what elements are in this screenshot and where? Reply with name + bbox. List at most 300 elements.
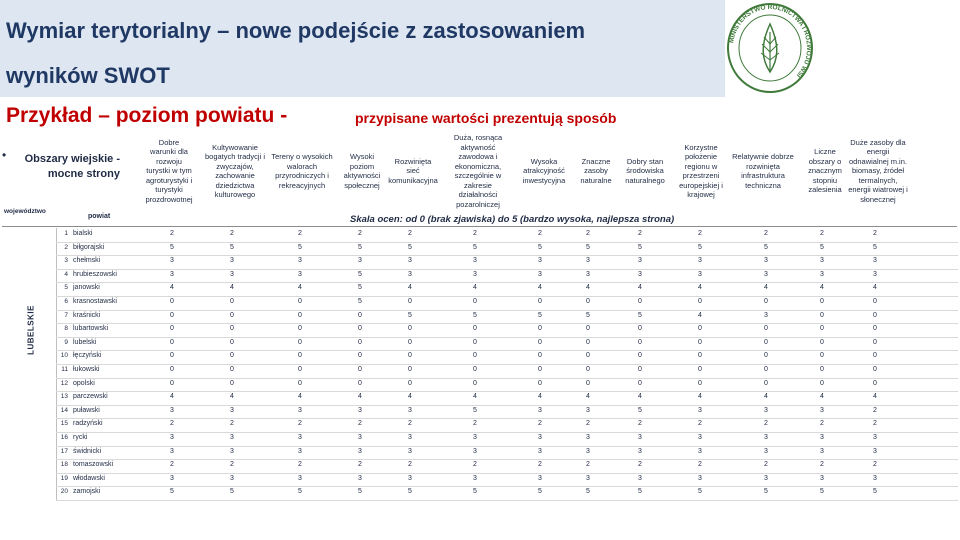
- score-cell: 3: [358, 474, 362, 482]
- score-cell: 4: [586, 284, 590, 292]
- voivodeship-label: LUBELSKIE: [26, 305, 36, 355]
- powiat-name: biłgorajski: [73, 243, 105, 251]
- row-number: 5: [64, 284, 68, 292]
- column-header: Wysoki poziom aktywności społecznej: [343, 152, 381, 190]
- score-cell: 3: [298, 474, 302, 482]
- row-number: 10: [60, 352, 68, 360]
- score-cell: 0: [473, 366, 477, 373]
- score-cell: 0: [170, 338, 174, 346]
- score-cell: 3: [298, 270, 302, 278]
- score-cell: 3: [538, 434, 542, 441]
- row-number: 3: [64, 257, 68, 265]
- column-header: Kultywowanie bogatych tradycji i zwyczajów, zachowanie dziedzictwa kulturowego: [204, 142, 266, 199]
- score-cell: 0: [638, 366, 642, 373]
- score-cell: 5: [408, 311, 412, 319]
- score-cell: 5: [873, 488, 877, 496]
- score-cell: 5: [170, 488, 174, 496]
- score-cell: 3: [820, 474, 824, 482]
- score-cell: 0: [586, 325, 590, 333]
- score-cell: 3: [358, 406, 362, 414]
- powiat-name: kraśnicki: [73, 311, 101, 319]
- score-cell: 2: [764, 420, 768, 428]
- score-cell: 3: [298, 257, 302, 265]
- score-cell: 4: [764, 284, 768, 292]
- score-cell: 4: [586, 393, 590, 401]
- score-cell: 3: [698, 434, 702, 441]
- score-cell: 0: [298, 298, 302, 305]
- score-cell: 0: [698, 379, 702, 387]
- score-cell: 0: [170, 379, 174, 387]
- score-cell: 0: [358, 338, 362, 346]
- score-cell: 2: [230, 461, 234, 469]
- row-number: 19: [60, 474, 68, 482]
- score-cell: 3: [298, 434, 302, 441]
- score-cell: 5: [638, 488, 642, 496]
- score-cell: 0: [298, 338, 302, 346]
- table-row: [56, 446, 958, 461]
- score-cell: 3: [820, 257, 824, 265]
- column-header: Duże zasoby dla energii odnawialnej m.in. biomasy, źródeł termalnych, energii wiatrowej i słonecznej: [848, 137, 908, 204]
- score-cell: 0: [358, 352, 362, 360]
- score-cell: 3: [473, 270, 477, 278]
- score-cell: 3: [638, 447, 642, 455]
- score-cell: 3: [820, 270, 824, 278]
- score-cell: 5: [820, 488, 824, 496]
- score-cell: 2: [230, 230, 234, 237]
- score-cell: 4: [170, 284, 174, 292]
- score-cell: 0: [538, 352, 542, 360]
- score-cell: 0: [538, 325, 542, 333]
- score-cell: 4: [473, 284, 477, 292]
- score-cell: 0: [473, 379, 477, 387]
- score-cell: 3: [764, 474, 768, 482]
- score-cell: 3: [170, 474, 174, 482]
- column-header: Tereny o wysokich walorach przyrodniczych i rekreacyjnych: [271, 152, 333, 190]
- table-row: [56, 486, 958, 501]
- score-cell: 3: [473, 447, 477, 455]
- score-cell: 2: [298, 420, 302, 428]
- slide-title-line2: wyników SWOT: [6, 63, 170, 88]
- score-cell: 3: [170, 257, 174, 265]
- row-number: 20: [60, 488, 68, 496]
- score-cell: 0: [764, 352, 768, 360]
- powiat-name: tomaszowski: [73, 461, 114, 469]
- score-cell: 0: [586, 379, 590, 387]
- score-cell: 3: [473, 474, 477, 482]
- score-cell: 4: [698, 284, 702, 292]
- score-cell: 0: [873, 366, 877, 373]
- score-cell: 5: [358, 270, 362, 278]
- score-cell: 3: [230, 474, 234, 482]
- score-cell: 0: [873, 311, 877, 319]
- score-cell: 2: [586, 461, 590, 469]
- score-cell: 0: [298, 366, 302, 373]
- table-row: [56, 228, 958, 243]
- score-cell: 0: [586, 352, 590, 360]
- score-cell: 3: [873, 474, 877, 482]
- score-cell: 0: [820, 366, 824, 373]
- score-cell: 0: [408, 352, 412, 360]
- score-cell: 2: [538, 420, 542, 428]
- score-cell: 3: [408, 270, 412, 278]
- score-cell: 3: [873, 257, 877, 265]
- score-cell: 3: [408, 406, 412, 414]
- row-number: 6: [64, 298, 68, 305]
- score-cell: 5: [473, 488, 477, 496]
- score-cell: 5: [170, 243, 174, 251]
- score-cell: 5: [358, 298, 362, 305]
- score-cell: 4: [298, 393, 302, 401]
- score-cell: 0: [408, 366, 412, 373]
- score-cell: 2: [764, 461, 768, 469]
- powiat-name: rycki: [73, 434, 88, 441]
- slide-title-line1: Wymiar terytorialny – nowe podejście z zastosowaniem: [6, 18, 586, 43]
- ministry-logo-icon: [726, 2, 814, 94]
- score-cell: 5: [358, 243, 362, 251]
- score-cell: 4: [873, 393, 877, 401]
- score-cell: 5: [638, 243, 642, 251]
- score-cell: 3: [358, 257, 362, 265]
- score-cell: 4: [408, 284, 412, 292]
- table-row: [56, 459, 958, 474]
- score-cell: 5: [538, 311, 542, 319]
- row-number: 17: [60, 447, 68, 455]
- powiat-header: powiat: [88, 213, 111, 220]
- table-row: [56, 405, 958, 420]
- powiat-name: lubartowski: [73, 325, 109, 333]
- score-cell: 4: [408, 393, 412, 401]
- powiat-name: chełmski: [73, 257, 101, 265]
- score-cell: 3: [586, 270, 590, 278]
- score-cell: 2: [170, 230, 174, 237]
- score-cell: 2: [473, 420, 477, 428]
- table-row: [56, 391, 958, 406]
- powiat-name: zamojski: [73, 488, 101, 496]
- score-cell: 0: [538, 366, 542, 373]
- score-cell: 2: [638, 420, 642, 428]
- score-cell: 5: [638, 311, 642, 319]
- score-cell: 2: [873, 406, 877, 414]
- score-cell: 3: [586, 406, 590, 414]
- score-cell: 5: [764, 488, 768, 496]
- score-cell: 0: [820, 338, 824, 346]
- row-number: 15: [60, 420, 68, 428]
- score-cell: 0: [873, 325, 877, 333]
- powiat-name: łęczyński: [73, 352, 102, 360]
- score-cell: 5: [473, 406, 477, 414]
- score-cell: 0: [358, 366, 362, 373]
- table-row: [56, 323, 958, 338]
- score-cell: 5: [230, 488, 234, 496]
- row-number: 7: [64, 311, 68, 319]
- score-cell: 5: [408, 243, 412, 251]
- score-cell: 3: [358, 434, 362, 441]
- score-cell: 3: [170, 406, 174, 414]
- row-number: 2: [64, 243, 68, 251]
- score-cell: 4: [358, 393, 362, 401]
- score-cell: 0: [698, 298, 702, 305]
- score-cell: 0: [538, 338, 542, 346]
- column-header: Dobry stan środowiska naturalnego: [625, 156, 665, 185]
- score-cell: 3: [698, 447, 702, 455]
- score-cell: 3: [408, 447, 412, 455]
- score-cell: 0: [473, 298, 477, 305]
- table-row: [56, 242, 958, 257]
- score-cell: 0: [230, 298, 234, 305]
- score-cell: 0: [230, 352, 234, 360]
- score-cell: 5: [586, 311, 590, 319]
- table-row: [56, 255, 958, 270]
- score-cell: 2: [820, 420, 824, 428]
- score-cell: 2: [638, 461, 642, 469]
- score-cell: 4: [698, 393, 702, 401]
- score-cell: 3: [538, 406, 542, 414]
- column-header: Rozwinięta sieć komunikacyjna: [388, 156, 438, 185]
- table-row: [56, 337, 958, 352]
- score-cell: 5: [473, 311, 477, 319]
- score-cell: 3: [764, 311, 768, 319]
- score-cell: 2: [873, 461, 877, 469]
- score-cell: 3: [638, 474, 642, 482]
- score-cell: 2: [358, 420, 362, 428]
- score-cell: 3: [820, 447, 824, 455]
- score-cell: 0: [586, 366, 590, 373]
- score-cell: 2: [408, 230, 412, 237]
- powiat-name: radzyński: [73, 420, 103, 428]
- score-cell: 3: [698, 270, 702, 278]
- bullet-icon: •: [2, 148, 7, 162]
- score-cell: 5: [698, 488, 702, 496]
- corner-label: Obszary wiejskie - mocne strony: [24, 153, 120, 180]
- score-cell: 3: [873, 434, 877, 441]
- score-cell: 2: [408, 420, 412, 428]
- score-cell: 3: [473, 257, 477, 265]
- score-cell: 3: [764, 270, 768, 278]
- score-cell: 5: [298, 243, 302, 251]
- score-cell: 0: [820, 352, 824, 360]
- score-cell: 0: [638, 298, 642, 305]
- score-cell: 0: [638, 352, 642, 360]
- row-number: 11: [61, 366, 68, 373]
- score-cell: 0: [698, 366, 702, 373]
- table-row: [56, 364, 958, 379]
- powiat-name: hrubieszowski: [73, 270, 117, 278]
- powiat-name: parczewski: [73, 393, 108, 401]
- score-cell: 0: [638, 325, 642, 333]
- column-header: Wysoka atrakcyjność inwestycyjna: [522, 156, 566, 185]
- score-cell: 0: [873, 379, 877, 387]
- score-cell: 4: [698, 311, 702, 319]
- score-cell: 3: [230, 270, 234, 278]
- powiat-name: bialski: [73, 230, 93, 237]
- score-cell: 3: [698, 257, 702, 265]
- score-cell: 0: [170, 311, 174, 319]
- score-cell: 3: [820, 434, 824, 441]
- score-cell: 5: [473, 243, 477, 251]
- score-cell: 3: [638, 434, 642, 441]
- score-cell: 3: [638, 270, 642, 278]
- score-cell: 3: [538, 447, 542, 455]
- score-cell: 2: [358, 230, 362, 237]
- score-cell: 3: [586, 474, 590, 482]
- score-cell: 0: [820, 298, 824, 305]
- score-cell: 3: [638, 257, 642, 265]
- score-cell: 3: [230, 406, 234, 414]
- score-cell: 2: [473, 230, 477, 237]
- score-cell: 2: [538, 461, 542, 469]
- score-cell: 5: [764, 243, 768, 251]
- score-cell: 5: [586, 488, 590, 496]
- row-number: 18: [60, 461, 68, 469]
- table-row: [56, 282, 958, 297]
- score-cell: 3: [408, 257, 412, 265]
- score-cell: 2: [873, 230, 877, 237]
- score-cell: 0: [698, 352, 702, 360]
- score-cell: 0: [764, 379, 768, 387]
- score-cell: 0: [170, 352, 174, 360]
- table-row: [56, 350, 958, 365]
- score-cell: 0: [873, 338, 877, 346]
- powiat-name: opolski: [73, 379, 95, 387]
- score-cell: 2: [698, 461, 702, 469]
- score-cell: 0: [298, 311, 302, 319]
- score-cell: 3: [586, 257, 590, 265]
- score-cell: 0: [408, 325, 412, 333]
- score-cell: 2: [586, 420, 590, 428]
- score-cell: 4: [230, 393, 234, 401]
- score-cell: 2: [698, 420, 702, 428]
- row-number: 14: [60, 406, 68, 414]
- score-cell: 0: [873, 352, 877, 360]
- divider: [2, 226, 957, 227]
- score-cell: 5: [820, 243, 824, 251]
- row-number: 9: [64, 338, 68, 346]
- score-cell: 0: [230, 379, 234, 387]
- logo-text: MINISTERSTWO ROLNICTWA I ROZWOJU WSI: [728, 3, 813, 79]
- score-cell: 0: [230, 338, 234, 346]
- score-cell: 2: [638, 230, 642, 237]
- subtitle-note: przypisane wartości prezentują sposób: [355, 110, 617, 126]
- table-row: [56, 296, 958, 311]
- score-cell: 3: [820, 406, 824, 414]
- score-cell: 0: [230, 366, 234, 373]
- score-cell: 0: [586, 298, 590, 305]
- score-cell: 5: [873, 243, 877, 251]
- score-cell: 2: [764, 230, 768, 237]
- score-cell: 2: [298, 461, 302, 469]
- score-cell: 0: [170, 325, 174, 333]
- score-cell: 0: [698, 325, 702, 333]
- score-cell: 0: [820, 325, 824, 333]
- score-cell: 4: [820, 284, 824, 292]
- column-header: Znaczne zasoby naturalne: [580, 156, 612, 185]
- score-cell: 2: [408, 461, 412, 469]
- score-cell: 5: [230, 243, 234, 251]
- score-cell: 3: [538, 474, 542, 482]
- score-cell: 0: [170, 366, 174, 373]
- score-cell: 0: [230, 311, 234, 319]
- score-cell: 2: [298, 230, 302, 237]
- score-cell: 4: [170, 393, 174, 401]
- powiat-name: janowski: [73, 284, 100, 292]
- score-cell: 0: [298, 325, 302, 333]
- score-cell: 4: [230, 284, 234, 292]
- score-cell: 4: [298, 284, 302, 292]
- table-row: [56, 418, 958, 433]
- row-number: 1: [64, 230, 68, 237]
- score-cell: 2: [230, 420, 234, 428]
- score-cell: 5: [638, 406, 642, 414]
- score-cell: 0: [820, 311, 824, 319]
- score-cell: 5: [586, 243, 590, 251]
- score-cell: 3: [230, 434, 234, 441]
- score-cell: 3: [358, 447, 362, 455]
- score-cell: 3: [473, 434, 477, 441]
- score-cell: 2: [473, 461, 477, 469]
- row-number: 13: [60, 393, 68, 401]
- score-cell: 4: [638, 284, 642, 292]
- score-cell: 0: [230, 325, 234, 333]
- powiat-name: łukowski: [73, 366, 100, 373]
- score-cell: 0: [764, 298, 768, 305]
- row-number: 8: [64, 325, 68, 333]
- score-cell: 5: [298, 488, 302, 496]
- score-cell: 0: [298, 352, 302, 360]
- column-header: Dobre warunki dla rozwoju turystki w tym agroturystyki i turystyki prozdrowotnej: [145, 137, 193, 204]
- score-cell: 3: [230, 447, 234, 455]
- score-cell: 3: [764, 447, 768, 455]
- score-cell: 3: [230, 257, 234, 265]
- score-cell: 2: [698, 230, 702, 237]
- score-cell: 2: [820, 461, 824, 469]
- score-cell: 0: [820, 379, 824, 387]
- score-cell: 0: [638, 338, 642, 346]
- score-cell: 5: [358, 284, 362, 292]
- score-cell: 3: [764, 406, 768, 414]
- score-cell: 3: [586, 434, 590, 441]
- scale-note: Skala ocen: od 0 (brak zjawiska) do 5 (bardzo wysoka, najlepsza strona): [350, 214, 675, 225]
- score-cell: 0: [873, 298, 877, 305]
- score-cell: 3: [698, 406, 702, 414]
- column-header: Duża, rosnąca aktywność zawodowa i ekonomiczna, szczególnie w zakresie działalności pozarolniczej: [453, 133, 503, 209]
- score-cell: 3: [170, 434, 174, 441]
- score-cell: 3: [764, 434, 768, 441]
- score-cell: 0: [408, 338, 412, 346]
- score-cell: 3: [538, 270, 542, 278]
- score-cell: 3: [873, 447, 877, 455]
- score-cell: 2: [820, 230, 824, 237]
- score-cell: 0: [538, 379, 542, 387]
- score-cell: 0: [170, 298, 174, 305]
- score-cell: 4: [873, 284, 877, 292]
- score-cell: 0: [408, 379, 412, 387]
- score-cell: 0: [764, 338, 768, 346]
- score-cell: 0: [358, 325, 362, 333]
- score-cell: 3: [698, 474, 702, 482]
- powiat-name: włodawski: [73, 474, 105, 482]
- score-cell: 4: [638, 393, 642, 401]
- score-cell: 5: [698, 243, 702, 251]
- score-cell: 4: [764, 393, 768, 401]
- subtitle-red-text: Przykład – poziom powiatu -: [6, 104, 288, 127]
- score-cell: 5: [538, 243, 542, 251]
- score-cell: 4: [538, 393, 542, 401]
- score-cell: 3: [764, 257, 768, 265]
- row-number: 12: [60, 379, 68, 387]
- row-number: 16: [60, 434, 68, 441]
- score-cell: 3: [298, 406, 302, 414]
- table-row: [56, 310, 958, 325]
